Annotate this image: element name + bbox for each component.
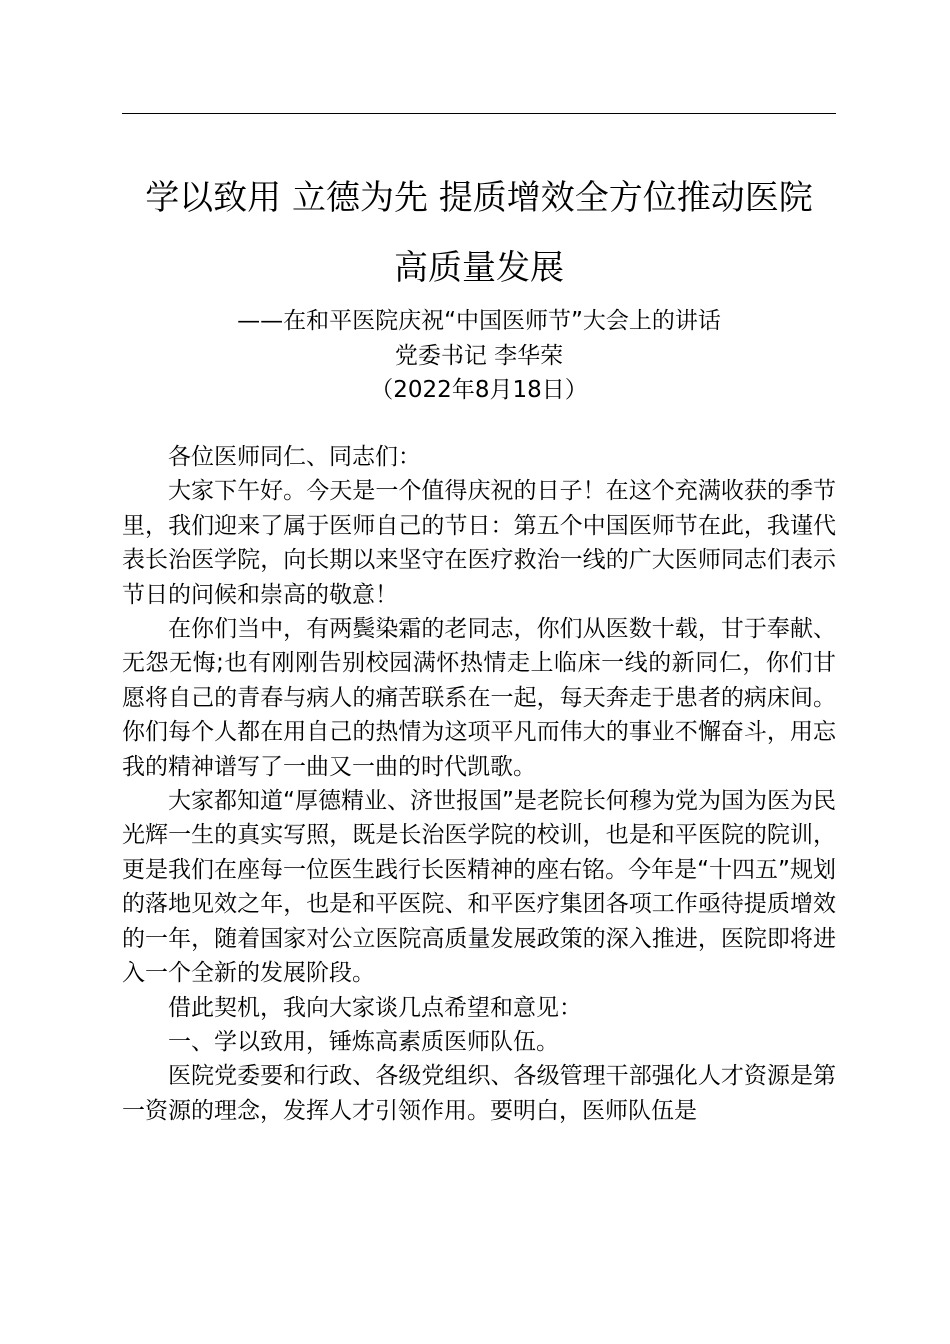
document-subtitle: ——在和平医院庆祝“中国医师节”大会上的讲话: [237, 308, 721, 334]
header-rule: [122, 113, 836, 114]
paragraph: 医院党委要和行政、各级党组织、各级管理干部强化人才资源是第一资源的理念，发挥人才引领作用。要明白，医师队伍是: [122, 1063, 836, 1124]
paragraph-salutation: 各位医师同仁、同志们：: [168, 444, 421, 470]
document-title-line-2: 高质量发展: [394, 248, 564, 288]
paragraph: 大家都知道“厚德精业、济世报国”是老院长何穆为党为国为医为民光辉一生的真实写照，既是长治医学院的校训，也是和平医院的院训，更是我们在座每一位医生践行长医精神的座右铭。今年是“十四五”规划的落地见效之年，也是和平医院、和平医疗集团各项工作亟待提质增效的一年，随着国家对公立医院高质量发展政策的深入推进，医院即将进入一个全新的发展阶段。: [122, 788, 836, 987]
paragraph: 大家下午好。今天是一个值得庆祝的日子！在这个充满收获的季节里，我们迎来了属于医师自己的节日：第五个中国医师节在此，我谨代表长治医学院，向长期以来坚守在医疗救治一线的广大医师同志们表示节日的问候和崇高的敬意！: [122, 478, 836, 608]
date-line: （2022年8月18日）: [370, 377, 588, 403]
document-body: [122, 440, 836, 1128]
paragraph: 在你们当中，有两鬓染霜的老同志，你们从医数十载，甘于奉献、无怨无悔;也有刚刚告别校园满怀热情走上临床一线的新同仁，你们甘愿将自己的青春与病人的痛苦联系在一起，每天奔走于患者的病床间。你们每个人都在用自己的热情为这项平凡而伟大的事业不懈奋斗，用忘我的精神谱写了一曲又一曲的时代凯歌。: [122, 616, 836, 780]
paragraph: 借此契机，我向大家谈几点希望和意见：: [168, 994, 582, 1021]
section-heading: 一、学以致用，锤炼高素质医师队伍。: [168, 1028, 559, 1055]
document-title-line-1: 学以致用 立德为先 提质增效全方位推动医院: [145, 178, 813, 218]
speaker-line: 党委书记 李华荣: [394, 343, 564, 369]
